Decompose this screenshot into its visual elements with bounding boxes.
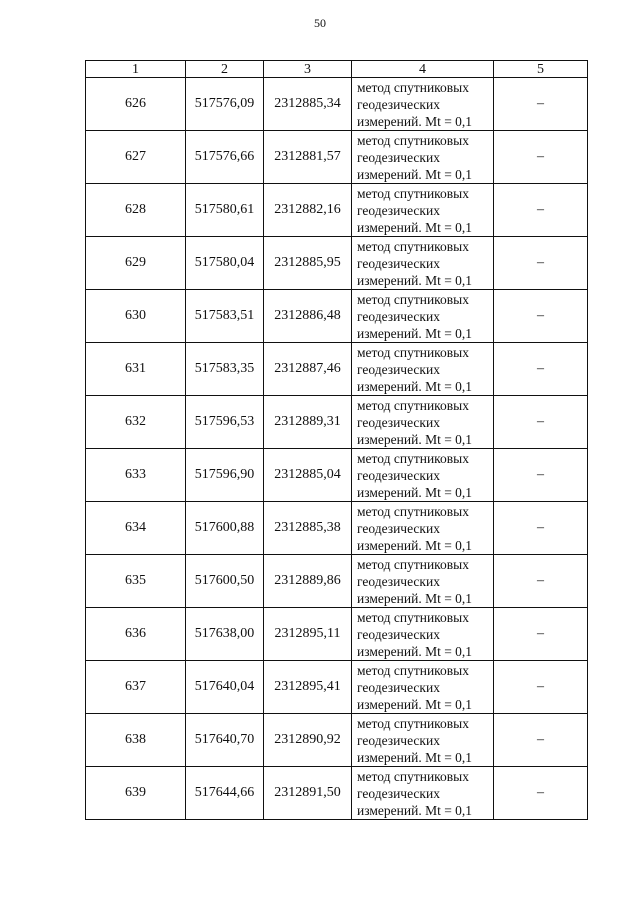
method-line: геодезических [357,414,440,430]
y-coordinate-cell: 2312889,31 [264,396,352,449]
point-number-cell: 627 [86,131,186,184]
method-line: метод спутниковых [357,768,469,784]
point-number-cell: 635 [86,555,186,608]
column-header-4: 4 [352,61,494,78]
x-coordinate-cell: 517580,61 [186,184,264,237]
y-coordinate-cell: 2312885,95 [264,237,352,290]
method-cell [352,343,494,396]
method-line: метод спутниковых [357,715,469,731]
method-line: метод спутниковых [357,344,469,360]
table-row [86,343,588,396]
x-coordinate-cell: 517583,51 [186,290,264,343]
table-body [86,78,588,820]
table-row [86,502,588,555]
method-line: геодезических [357,573,440,589]
method-line: измерений. Mt = 0,1 [357,696,473,712]
table-header-row [86,61,588,78]
x-coordinate-cell: 517576,66 [186,131,264,184]
table-row [86,714,588,767]
method-cell [352,237,494,290]
point-number-cell: 632 [86,396,186,449]
method-cell [352,555,494,608]
method-cell [352,449,494,502]
y-coordinate-cell: 2312887,46 [264,343,352,396]
column-header-2: 2 [186,61,264,78]
method-line: метод спутниковых [357,79,469,95]
method-cell [352,78,494,131]
table-row [86,184,588,237]
note-cell: – [494,608,588,661]
point-number-cell: 631 [86,343,186,396]
method-line: измерений. Mt = 0,1 [357,378,473,394]
x-coordinate-cell: 517644,66 [186,767,264,820]
note-cell: – [494,78,588,131]
method-line: метод спутниковых [357,609,469,625]
method-line: метод спутниковых [357,238,469,254]
method-line: измерений. Mt = 0,1 [357,113,473,129]
page-number: 50 [314,16,326,30]
method-line: геодезических [357,679,440,695]
coordinates-table [85,60,588,820]
method-line: метод спутниковых [357,662,469,678]
point-number-cell: 626 [86,78,186,131]
method-line: геодезических [357,149,440,165]
method-line: измерений. Mt = 0,1 [357,272,473,288]
method-line: измерений. Mt = 0,1 [357,325,473,341]
note-cell: – [494,555,588,608]
y-coordinate-cell: 2312882,16 [264,184,352,237]
method-line: измерений. Mt = 0,1 [357,166,473,182]
x-coordinate-cell: 517640,04 [186,661,264,714]
table-row [86,396,588,449]
note-cell: – [494,767,588,820]
y-coordinate-cell: 2312886,48 [264,290,352,343]
method-line: измерений. Mt = 0,1 [357,802,473,818]
method-line: измерений. Mt = 0,1 [357,537,473,553]
method-line: метод спутниковых [357,291,469,307]
method-line: геодезических [357,626,440,642]
method-cell [352,661,494,714]
point-number-cell: 634 [86,502,186,555]
point-number-cell: 638 [86,714,186,767]
x-coordinate-cell: 517640,70 [186,714,264,767]
method-cell [352,608,494,661]
method-line: измерений. Mt = 0,1 [357,219,473,235]
x-coordinate-cell: 517600,88 [186,502,264,555]
note-cell: – [494,661,588,714]
note-cell: – [494,343,588,396]
y-coordinate-cell: 2312885,38 [264,502,352,555]
note-cell: – [494,396,588,449]
y-coordinate-cell: 2312895,41 [264,661,352,714]
method-cell [352,714,494,767]
point-number-cell: 637 [86,661,186,714]
method-line: геодезических [357,732,440,748]
x-coordinate-cell: 517638,00 [186,608,264,661]
method-cell [352,131,494,184]
table-row [86,78,588,131]
method-line: измерений. Mt = 0,1 [357,643,473,659]
point-number-cell: 628 [86,184,186,237]
table-row [86,237,588,290]
note-cell: – [494,449,588,502]
y-coordinate-cell: 2312885,04 [264,449,352,502]
x-coordinate-cell: 517600,50 [186,555,264,608]
method-line: геодезических [357,467,440,483]
y-coordinate-cell: 2312895,11 [264,608,352,661]
x-coordinate-cell: 517583,35 [186,343,264,396]
y-coordinate-cell: 2312881,57 [264,131,352,184]
method-line: геодезических [357,520,440,536]
method-line: геодезических [357,308,440,324]
x-coordinate-cell: 517580,04 [186,237,264,290]
method-cell [352,290,494,343]
column-header-1: 1 [86,61,186,78]
point-number-cell: 630 [86,290,186,343]
x-coordinate-cell: 517576,09 [186,78,264,131]
method-line: измерений. Mt = 0,1 [357,431,473,447]
note-cell: – [494,502,588,555]
note-cell: – [494,290,588,343]
method-line: метод спутниковых [357,450,469,466]
table-row [86,131,588,184]
method-cell [352,767,494,820]
note-cell: – [494,184,588,237]
method-line: метод спутниковых [357,556,469,572]
x-coordinate-cell: 517596,53 [186,396,264,449]
point-number-cell: 636 [86,608,186,661]
table-row [86,767,588,820]
method-line: геодезических [357,202,440,218]
table-row [86,661,588,714]
note-cell: – [494,714,588,767]
method-line: измерений. Mt = 0,1 [357,590,473,606]
method-line: измерений. Mt = 0,1 [357,749,473,765]
point-number-cell: 639 [86,767,186,820]
y-coordinate-cell: 2312885,34 [264,78,352,131]
note-cell: – [494,131,588,184]
column-header-3: 3 [264,61,352,78]
method-cell [352,184,494,237]
y-coordinate-cell: 2312891,50 [264,767,352,820]
method-line: метод спутниковых [357,132,469,148]
method-line: геодезических [357,96,440,112]
column-header-5: 5 [494,61,588,78]
method-line: метод спутниковых [357,503,469,519]
method-cell [352,502,494,555]
table-row [86,449,588,502]
point-number-cell: 629 [86,237,186,290]
note-cell: – [494,237,588,290]
point-number-cell: 633 [86,449,186,502]
method-line: геодезических [357,255,440,271]
table-row [86,555,588,608]
y-coordinate-cell: 2312890,92 [264,714,352,767]
method-line: метод спутниковых [357,185,469,201]
y-coordinate-cell: 2312889,86 [264,555,352,608]
method-line: геодезических [357,361,440,377]
method-line: метод спутниковых [357,397,469,413]
table-row [86,608,588,661]
method-cell [352,396,494,449]
method-line: измерений. Mt = 0,1 [357,484,473,500]
x-coordinate-cell: 517596,90 [186,449,264,502]
method-line: геодезических [357,785,440,801]
table-row [86,290,588,343]
